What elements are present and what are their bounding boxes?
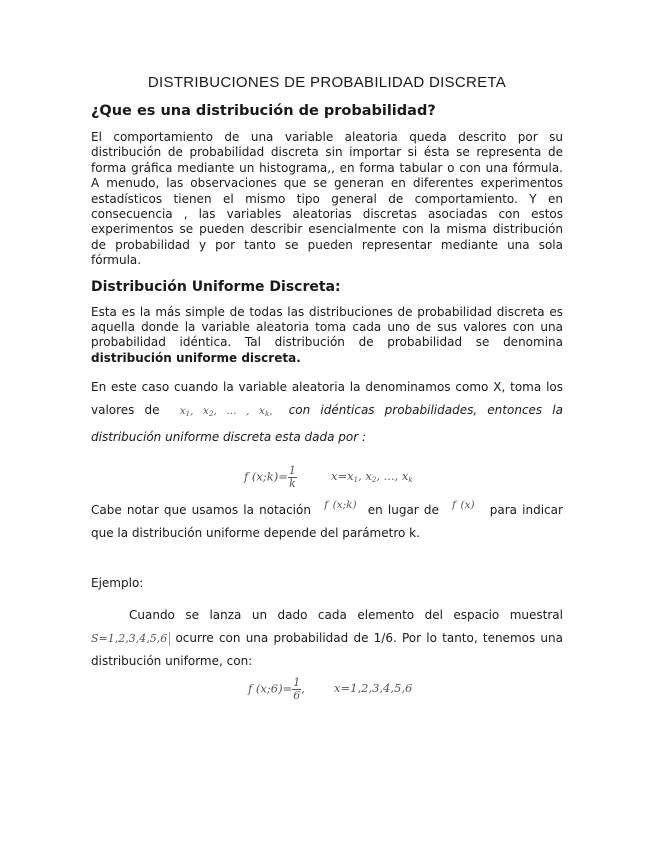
paragraph-uniform-definition	[91, 305, 563, 367]
paragraph-uniform-bold: distribución uniforme discreta.	[91, 350, 301, 365]
paragraph-values-italic: con idénticas probabilidades, entonces la distribución uniforme discreta esta dada por :	[91, 403, 563, 445]
values-notation: $x_1$, $x_2$, ... , $x_k$,	[179, 405, 273, 419]
sample-space-set: S=1,2,3,4,5,6	[91, 632, 170, 645]
formula-die	[91, 677, 563, 715]
document-page	[91, 74, 563, 715]
paragraph-example-text-a: Cuando se lanza un dado cada elemento del espacio muestral	[129, 607, 563, 622]
notation-fx: f (x)	[452, 499, 475, 512]
formula-uniform	[91, 459, 563, 497]
paragraph-notation	[91, 499, 563, 544]
paragraph-notation-text-c: para indicar que la distribución uniforme depende del parámetro k.	[91, 503, 563, 541]
paragraph-notation-text-a: Cabe notar que usamos la notación	[91, 503, 311, 518]
paragraph-values-text: En este caso cuando la variable aleatoria la denominamos como X, toma los valores de	[91, 380, 563, 418]
notation-fxk: f (x;k)	[324, 499, 357, 512]
example-label: Ejemplo:	[91, 576, 144, 591]
paragraph-uniform-text: Esta es la más simple de todas las distribuciones de probabilidad discreta es aquella donde la variable aleatoria toma cada uno de sus valores con una probabilidad idéntica. Tal distribución de probabilidad se denomina	[91, 304, 563, 350]
heading-uniform-discrete: Distribución Uniforme Discreta:	[91, 278, 341, 295]
paragraph-intro: El comportamiento de una variable aleatoria queda descrito por su distribución de probabilidad discreta sin importar si ésta se representa de forma gráfica mediante un histograma,, en forma tabular o con una fórmula. A menudo, las observaciones que se generan en diferentes experimentos estadísticos tienen el mismo tipo general de comportamiento. Y en consecuencia , las variables aleatorias discretas asociadas con estos experimentos se pueden describir esencialmente con la misma distribución de probabilidad y por tanto se pueden representar mediante una sola fórmula.	[91, 130, 563, 268]
heading-what-is-distribution: ¿Que es una distribución de probabilidad?	[91, 103, 436, 119]
paragraph-values	[91, 376, 563, 449]
formula-uniform-lhs: f (x;k)= $\frac{1}{k}$	[244, 464, 296, 491]
formula-die-rhs: x=1,2,3,4,5,6	[334, 680, 413, 695]
paragraph-example	[91, 604, 563, 673]
formula-uniform-rhs: $x=x_1$, $x_2$, ..., $x_k$	[331, 469, 413, 485]
paragraph-example-text-b: ocurre con una probabilidad de 1/6. Por lo tanto, tenemos una distribución uniforme, con:	[91, 630, 563, 668]
formula-die-lhs: f (x;6)= $\frac{1}{6}$ ,	[248, 675, 305, 702]
paragraph-notation-text-b: en lugar de	[367, 503, 439, 518]
document-title: DISTRIBUCIONES DE PROBABILIDAD DISCRETA	[147, 74, 507, 91]
